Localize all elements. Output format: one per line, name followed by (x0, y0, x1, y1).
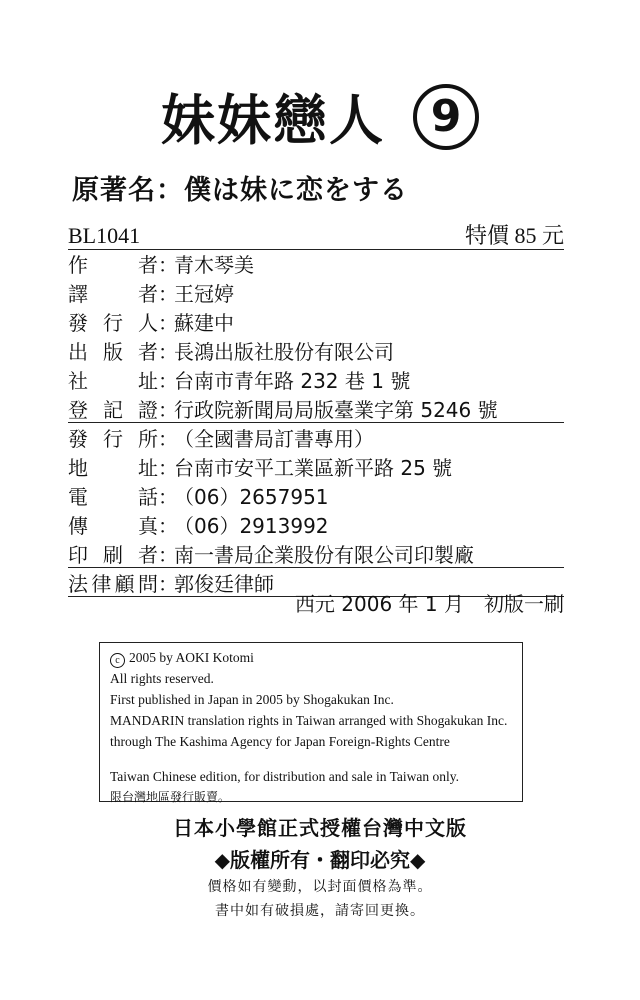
info-label: 登 記 證 (68, 398, 158, 422)
copyright-line: All rights reserved. (110, 671, 214, 686)
info-value: 南一書局企業股份有限公司印製廠 (174, 543, 474, 567)
info-value: 蘇建中 (174, 311, 234, 335)
info-label: 出 版 者 (68, 340, 158, 364)
info-value: 行政院新聞局局版臺業字第 5246 號 (174, 398, 498, 422)
code-price-row (68, 219, 564, 250)
info-row (68, 510, 564, 539)
info-row (68, 307, 564, 336)
info-label: 傳 真 (68, 514, 158, 538)
authorization-statement: 日本小學館正式授權台灣中文版 (173, 816, 467, 840)
info-label: 譯 者 (68, 282, 158, 306)
info-value: 青木琴美 (174, 253, 254, 277)
copyright-line: 限台灣地區發行販賣。 (110, 790, 231, 804)
info-colon: ： (158, 485, 178, 509)
info-colon: ： (158, 340, 178, 364)
info-value: （06）2913992 (174, 514, 329, 538)
book-title (0, 78, 640, 155)
info-value: （06）2657951 (174, 485, 329, 509)
book-code: BL1041 (68, 223, 141, 248)
info-value: 郭俊廷律師 (174, 572, 274, 596)
copyright-line: First published in Japan in 2005 by Shogakukan Inc. (110, 692, 394, 707)
info-label: 作 者 (68, 253, 158, 277)
copyright-box (99, 642, 523, 802)
info-value: 台南市青年路 232 巷 1 號 (174, 369, 411, 393)
info-value: 王冠婷 (174, 282, 234, 306)
info-row (68, 249, 564, 278)
copyright-line: through The Kashima Agency for Japan Foreign-Rights Centre (110, 734, 450, 749)
info-value: 長鴻出版社股份有限公司 (174, 340, 394, 364)
info-row (68, 365, 564, 394)
publication-info (68, 249, 564, 597)
damage-note: 書中如有破損處，請寄回更換。 (215, 903, 425, 919)
info-label: 印 刷 者 (68, 543, 158, 567)
info-row (68, 394, 564, 423)
info-row (68, 278, 564, 307)
original-title: 原著名：僕は妹に恋をする (72, 175, 408, 206)
publication-date: 西元 2006 年 1 月 初版一刷 (294, 592, 564, 616)
info-label: 發 行 人 (68, 311, 158, 335)
info-value: （全國書局訂書專用） (174, 427, 374, 451)
copyright-line: MANDARIN translation rights in Taiwan arranged with Shogakukan Inc. (110, 713, 508, 728)
copyright-mark: c (110, 653, 125, 668)
info-row (68, 423, 564, 452)
info-label: 發 行 所 (68, 427, 158, 451)
copyright-line: Taiwan Chinese edition, for distribution and sale in Taiwan only. (110, 769, 460, 784)
info-colon: ： (158, 514, 178, 538)
title-text: 妹妹戀人 (161, 89, 385, 152)
info-colon: ： (158, 456, 178, 480)
info-colon: ： (158, 398, 178, 422)
info-row (68, 452, 564, 481)
copyright-line: 2005 by AOKI Kotomi (129, 650, 254, 665)
info-colon: ： (158, 253, 178, 277)
info-row (68, 336, 564, 365)
info-colon: ： (158, 282, 178, 306)
info-label: 法 律 顧 問 (68, 572, 158, 596)
info-label: 社 址 (68, 369, 158, 393)
info-colon: ： (158, 427, 178, 451)
volume-number: 9 (413, 84, 479, 150)
footer (0, 812, 640, 924)
info-row (68, 481, 564, 510)
info-colon: ： (158, 572, 178, 596)
rights-statement: ◆版權所有・翻印必究◆ (214, 848, 426, 872)
info-label: 地 址 (68, 456, 158, 480)
info-row (68, 539, 564, 568)
info-colon: ： (158, 369, 178, 393)
info-colon: ： (158, 311, 178, 335)
info-colon: ： (158, 543, 178, 567)
info-label: 電 話 (68, 485, 158, 509)
price-note: 價格如有變動，以封面價格為準。 (207, 879, 433, 895)
price: 特價 85 元 (464, 223, 564, 248)
info-value: 台南市安平工業區新平路 25 號 (174, 456, 453, 480)
